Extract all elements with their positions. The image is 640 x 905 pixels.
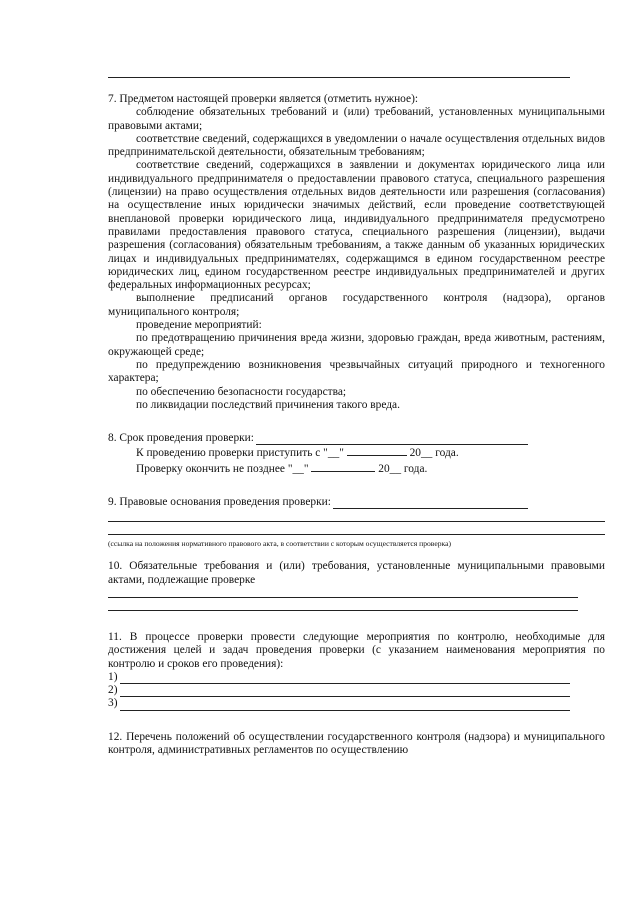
measure-field[interactable] xyxy=(120,700,571,711)
term-field[interactable] xyxy=(256,434,528,445)
section-7-item: проведение мероприятий: xyxy=(136,319,262,332)
section-7-item: выполнение предписаний органов государственного контроля (надзора), органов муниципального контроля; xyxy=(108,292,605,318)
start-year-field[interactable]: 20__ xyxy=(409,447,433,460)
section-9-note: (ссылка на положения нормативного правового акта, в соответствии с которым осуществляется проверка) xyxy=(108,539,451,549)
section-10 xyxy=(108,560,605,611)
start-month-field[interactable] xyxy=(347,445,407,456)
end-date-label: Проверку окончить не позднее xyxy=(136,462,285,475)
section-7-heading: 7. Предметом настоящей проверки является (отметить нужное): xyxy=(108,93,419,105)
section-7-item: по предупреждению возникновения чрезвычайных ситуаций природного и техногенного характера; xyxy=(108,358,605,385)
section-7 xyxy=(108,93,605,412)
section-7-item: соответствие сведений, содержащихся в уведомлении о начале осуществления отдельных видов предпринимательской деятельности, обязательным требованиям; xyxy=(108,132,605,159)
end-day-field[interactable]: "__" xyxy=(287,462,309,475)
legal-basis-line[interactable] xyxy=(108,534,605,535)
end-month-field[interactable] xyxy=(311,461,375,472)
measure-field[interactable] xyxy=(120,673,571,684)
top-rule xyxy=(108,77,570,78)
end-year-field[interactable]: 20__ xyxy=(378,462,402,475)
section-7-item: по предотвращению причинения вреда жизни, здоровью граждан, вреда животным, растениям, окружающей среде; xyxy=(108,332,605,358)
measure-number: 3) xyxy=(108,697,118,710)
section-11 xyxy=(108,631,605,711)
section-9-heading: 9. Правовые основания проведения проверки: xyxy=(108,496,331,509)
start-day-field[interactable]: "__" xyxy=(323,447,344,460)
section-7-item: по обеспечению безопасности государства; xyxy=(136,385,347,398)
section-10-text: 10. Обязательные требования и (или) требования, установленные муниципальными правовыми актами, подлежащие проверке xyxy=(108,560,605,586)
section-12-text: 12. Перечень положений об осуществлении государственного контроля (надзора) и муниципального контроля, административных регламентов по осуществлению xyxy=(108,730,605,756)
start-year-suffix: года. xyxy=(435,447,459,460)
document-body xyxy=(108,93,605,757)
measure-field[interactable] xyxy=(120,686,571,697)
section-7-item: по ликвидации последствий причинения такого вреда. xyxy=(136,398,400,411)
section-12 xyxy=(108,731,605,758)
section-7-item: соблюдение обязательных требований и (или) требований, установленных муниципальными правовыми актами; xyxy=(108,106,605,132)
section-8-heading: 8. Срок проведения проверки: xyxy=(108,432,254,445)
section-9 xyxy=(108,496,605,548)
legal-basis-field[interactable] xyxy=(333,498,528,509)
start-date-label: К проведению проверки приступить с xyxy=(136,447,321,460)
measure-number: 2) xyxy=(108,684,118,697)
section-8 xyxy=(108,432,605,476)
section-7-item: соответствие сведений, содержащихся в заявлении и документах юридического лица или индивидуального предпринимателя о предоставлении правового статуса, специального разрешения (лицензии) на право осуществления отдельных видов деятельности или разрешения (согласования) на осуществление иных юридически значимых действий, если проведение соответствующей внеплановой проверки юридического лица, индивидуального предпринимателя предусмотрено правилами предоставления правового статуса, специального разрешения (лицензии), выдачи разрешения (согласования) обязательным требованиям, а также данным об указанных юридических лицах и индивидуальных предпринимателях, содержащимся в едином государственном реестре юридических лиц, едином государственном реестре индивидуальных предпринимателей и других федеральных информационных ресурсах; xyxy=(108,159,605,292)
measure-number: 1) xyxy=(108,670,118,683)
end-year-suffix: года. xyxy=(403,462,428,475)
section-11-text: 11. В процессе проверки провести следующие мероприятия по контролю, необходимые для достижения целей и задач проведения проверки (с указанием наименования мероприятия по контролю и сроков его проведения): xyxy=(108,630,605,670)
